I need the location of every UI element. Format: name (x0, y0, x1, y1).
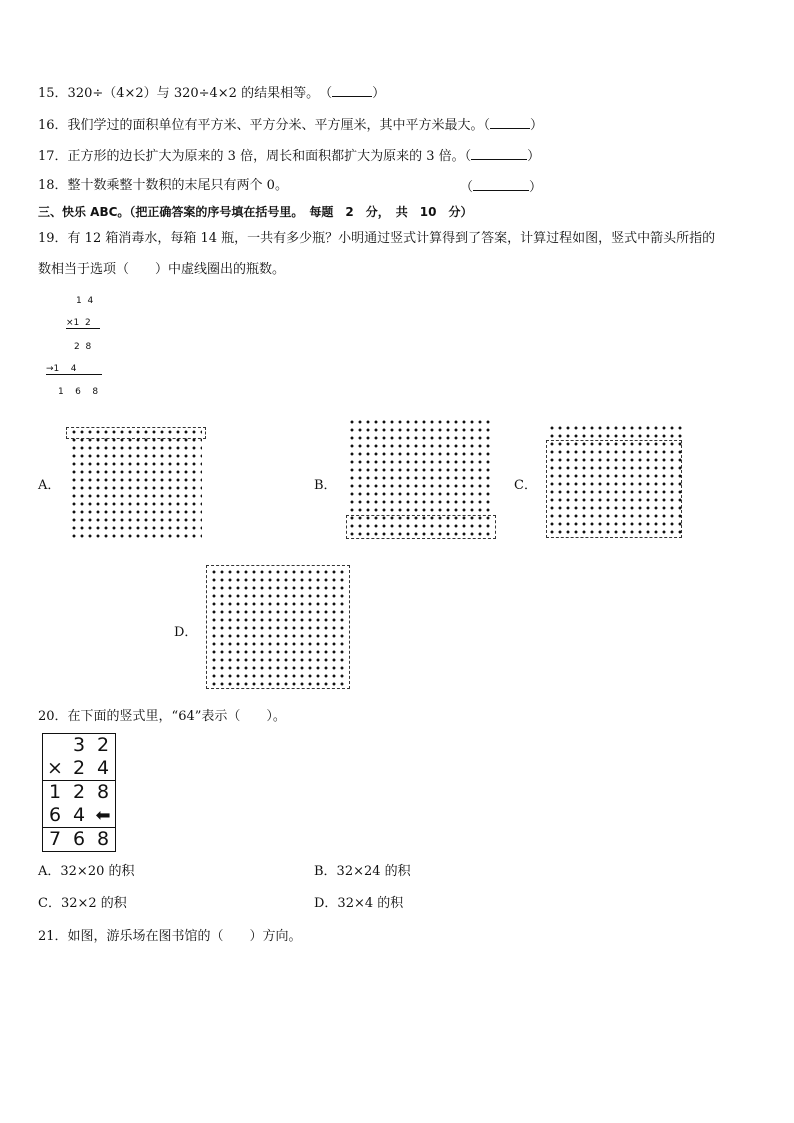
vm-cell: 1 (43, 781, 68, 805)
vm-row-5 (43, 828, 116, 852)
question-18-open: （ (460, 180, 474, 195)
vm-row-2 (43, 757, 116, 781)
question-15-text: 15．320÷（4×2）与 320÷4×2 的结果相等。 （ (38, 86, 333, 101)
question-15 (38, 84, 385, 102)
left-arrow-icon: ⬅ (95, 805, 111, 826)
answer-blank-18[interactable] (473, 178, 529, 191)
option-a-dashed-outline (66, 427, 206, 439)
vm-cell: 2 (96, 734, 110, 756)
question-17-text: 17．正方形的边长扩大为原来的 3 倍，周长和面积都扩大为原来的 3 倍。（ (38, 149, 472, 164)
section-3-heading: 三、快乐 ABC。（把正确答案的序号填在括号里。 每题 2 分， 共 10 分） (38, 205, 473, 219)
vm-cell: 8 (91, 828, 116, 852)
question-16 (38, 116, 543, 134)
question-17 (38, 147, 540, 165)
question-20-option-b[interactable]: B．32×24 的积 (314, 864, 411, 879)
option-c-label[interactable]: C． (514, 478, 537, 493)
calc-row-1: 1 4 (76, 296, 94, 306)
vm-cell: 6 (67, 828, 91, 852)
question-19-line2: 数相当于选项（ ）中虚线圈出的瓶数。 (38, 262, 286, 277)
question-18 (38, 178, 288, 194)
answer-blank-15[interactable] (332, 84, 372, 97)
question-15-close: ） (372, 86, 386, 101)
vm-row-1 (43, 734, 116, 758)
option-d-label[interactable]: D． (174, 625, 198, 640)
question-20-option-c[interactable]: C．32×2 的积 (38, 896, 127, 911)
question-20-option-a[interactable]: A．32×20 的积 (38, 864, 135, 879)
question-16-text: 16．我们学过的面积单位有平方米、平方分米、平方厘米，其中平方米最大。（ (38, 118, 491, 133)
question-18-answer (460, 178, 542, 196)
vm-row-3 (43, 781, 116, 805)
question-20-option-d[interactable]: D．32×4 的积 (314, 896, 404, 911)
question-18-text: 18．整十数乘整十数积的末尾只有两个 0。 (38, 178, 288, 193)
calc-row-3: 2 8 (74, 342, 92, 352)
answer-blank-17[interactable] (471, 147, 527, 160)
question-17-close: ） (527, 149, 541, 164)
vm-cell: 8 (91, 781, 116, 805)
question-16-close: ） (530, 118, 544, 133)
vm-cell: 4 (72, 804, 86, 826)
calc-row-2: ×1 2 (66, 318, 100, 329)
vm-cell: 7 (43, 828, 68, 852)
vm-cell: 6 (48, 804, 62, 826)
vm-cell: 3 (72, 734, 86, 756)
question-19-line1: 19．有 12 箱消毒水，每箱 14 瓶，一共有多少瓶？小明通过竖式计算得到了答案，计算过程如图，竖式中箭头所指的 (38, 231, 716, 246)
option-a-label[interactable]: A． (38, 478, 61, 493)
vm-row-4 (43, 804, 116, 828)
option-c-dashed-outline (546, 440, 682, 538)
option-b-label[interactable]: B． (314, 478, 337, 493)
question-18-close: ） (529, 180, 543, 195)
vm-cell: 2 (72, 757, 86, 779)
question-21: 21．如图，游乐场在图书馆的（ ）方向。 (38, 929, 302, 944)
answer-blank-16[interactable] (490, 116, 530, 129)
question-20-stem: 20．在下面的竖式里，“64”表示（ ）。 (38, 709, 286, 724)
calc-row-4: →1 4 (46, 364, 102, 375)
calc-row-5: 1 6 8 (58, 387, 99, 397)
option-b-dashed-outline (346, 515, 496, 539)
vm-times-sign: × (47, 757, 63, 779)
option-a-dot-grid (70, 428, 202, 540)
option-d-dashed-outline (206, 565, 350, 689)
vm-cell (43, 734, 68, 758)
vm-cell: 4 (96, 757, 110, 779)
vm-cell: 2 (67, 781, 91, 805)
vertical-multiplication-table (42, 733, 116, 852)
